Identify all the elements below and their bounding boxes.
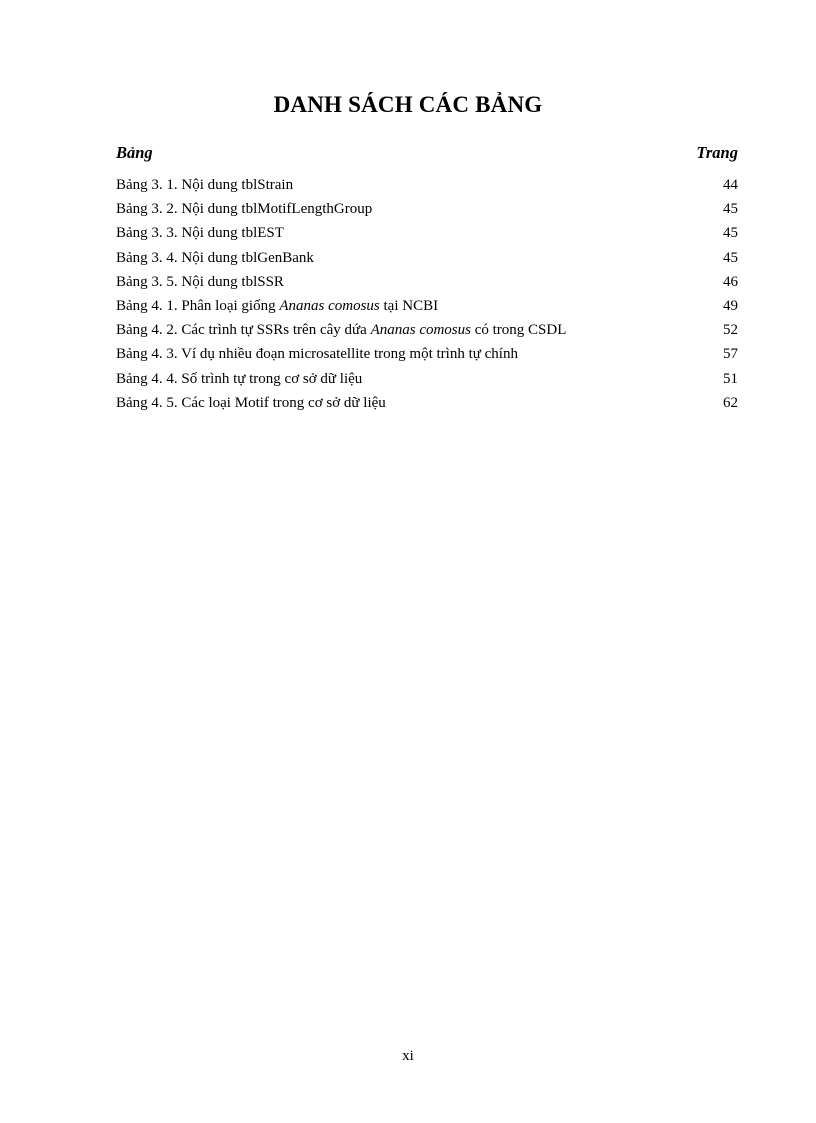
list-item[interactable]: [116, 197, 738, 221]
entry-title: Bảng 3. 4. Nội dung tblGenBank: [116, 249, 314, 266]
page-title: DANH SÁCH CÁC BẢNG: [273, 92, 543, 117]
page-number: xi: [402, 1048, 414, 1064]
entry-page-number: 45: [723, 225, 738, 242]
entry-page-number: 52: [723, 322, 738, 339]
entry-title: Bảng 4. 3. Ví dụ nhiều đoạn microsatellite trong một trình tự chính: [116, 346, 518, 363]
list-item[interactable]: [116, 342, 738, 366]
entry-title: Bảng 3. 2. Nội dung tblMotifLengthGroup: [116, 201, 373, 218]
entry-page-number: 45: [723, 201, 738, 218]
entry-page-number: 46: [723, 273, 738, 290]
entry-title: Bảng 3. 1. Nội dung tblStrain: [116, 177, 294, 193]
list-item[interactable]: [116, 270, 738, 294]
list-item[interactable]: [116, 318, 738, 342]
list-item[interactable]: [116, 294, 738, 318]
entry-title: Bảng 4. 1. Phân loại giống Ananas comosus tại NCBI: [116, 297, 439, 314]
column-header-page: Trang: [696, 143, 738, 162]
entry-title: Bảng 3. 3. Nội dung tblEST: [116, 225, 284, 242]
entry-title: Bảng 4. 4. Số trình tự trong cơ sở dữ liệu: [116, 370, 363, 387]
column-headers: [116, 143, 738, 163]
entry-page-number: 57: [723, 346, 738, 363]
list-item[interactable]: [116, 221, 738, 245]
list-item[interactable]: [116, 173, 738, 197]
entry-page-number: 45: [723, 249, 738, 266]
entry-title: Bảng 4. 2. Các trình tự SSRs trên cây dứa Ananas comosus có trong CSDL: [116, 322, 567, 339]
entry-title: Bảng 3. 5. Nội dung tblSSR: [116, 273, 284, 290]
table-of-tables-list: [116, 173, 738, 415]
list-item[interactable]: [116, 246, 738, 270]
list-item[interactable]: [116, 391, 738, 415]
list-item[interactable]: [116, 367, 738, 391]
entry-page-number: 44: [723, 177, 738, 193]
entry-page-number: 62: [723, 394, 738, 411]
entry-page-number: 51: [723, 370, 738, 387]
entry-title: Bảng 4. 5. Các loại Motif trong cơ sở dữ liệu: [116, 394, 386, 411]
entry-page-number: 49: [723, 297, 738, 314]
column-header-table: Bảng: [116, 143, 153, 162]
